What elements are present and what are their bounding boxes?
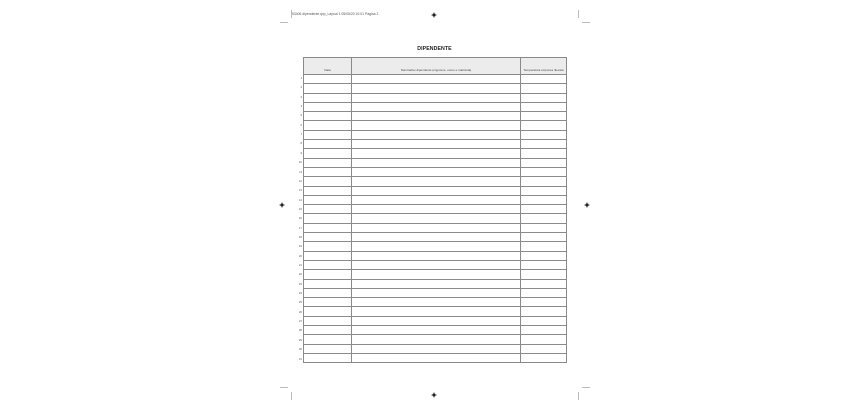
employee-name-cell[interactable] — [352, 279, 521, 288]
temperature-cell[interactable] — [521, 186, 567, 195]
table-row — [304, 223, 567, 232]
table-row — [304, 75, 567, 84]
row-number-label: 20 — [298, 253, 302, 258]
registration-mark-top-icon — [431, 12, 437, 18]
table-row — [304, 233, 567, 242]
employee-name-cell[interactable] — [352, 242, 521, 251]
row-number-label: 29 — [298, 337, 302, 342]
date-cell[interactable] — [304, 167, 352, 176]
temperature-register-table — [303, 57, 567, 363]
date-cell[interactable] — [304, 214, 352, 223]
employee-name-cell[interactable] — [352, 298, 521, 307]
employee-name-cell[interactable] — [352, 251, 521, 260]
temperature-cell[interactable] — [521, 344, 567, 353]
date-cell[interactable] — [304, 326, 352, 335]
table-row — [304, 93, 567, 102]
registration-mark-bottom-icon — [431, 392, 437, 398]
table-row — [304, 353, 567, 362]
employee-name-cell[interactable] — [352, 326, 521, 335]
employee-name-cell[interactable] — [352, 223, 521, 232]
registration-mark-right-icon — [584, 202, 590, 208]
crop-mark-bottom-left-h — [280, 387, 288, 388]
employee-name-cell[interactable] — [352, 186, 521, 195]
column-header-date: Data — [304, 58, 352, 75]
table-row — [304, 149, 567, 158]
crop-mark-top-left-v — [291, 10, 292, 18]
table-row — [304, 307, 567, 316]
table-row — [304, 242, 567, 251]
table-row — [304, 251, 567, 260]
temperature-cell[interactable] — [521, 93, 567, 102]
temperature-cell[interactable] — [521, 195, 567, 204]
date-cell[interactable] — [304, 205, 352, 214]
row-number-label: 13 — [298, 188, 302, 193]
table-row — [304, 84, 567, 93]
row-number-label: 6 — [300, 122, 302, 127]
temperature-cell[interactable] — [521, 270, 567, 279]
employee-name-cell[interactable] — [352, 84, 521, 93]
temperature-cell[interactable] — [521, 158, 567, 167]
employee-name-cell[interactable] — [352, 344, 521, 353]
table-row — [304, 214, 567, 223]
temperature-cell[interactable] — [521, 279, 567, 288]
date-cell[interactable] — [304, 158, 352, 167]
row-number-label: 8 — [300, 141, 302, 146]
row-number-label: 18 — [298, 234, 302, 239]
date-cell[interactable] — [304, 307, 352, 316]
employee-name-cell[interactable] — [352, 75, 521, 84]
row-number-label: 4 — [300, 104, 302, 109]
employee-name-cell[interactable] — [352, 195, 521, 204]
row-number-label: 1 — [300, 76, 302, 80]
date-cell[interactable] — [304, 279, 352, 288]
crop-mark-top-left-h — [280, 22, 288, 23]
row-number-label: 5 — [300, 113, 302, 118]
table-row — [304, 186, 567, 195]
row-number-label: 17 — [298, 225, 302, 230]
table-row — [304, 195, 567, 204]
row-number-label: 3 — [300, 94, 302, 99]
temperature-cell[interactable] — [521, 335, 567, 344]
row-number-label: 12 — [298, 178, 302, 183]
table-row — [304, 112, 567, 121]
table-row — [304, 270, 567, 279]
temperature-cell[interactable] — [521, 75, 567, 84]
temperature-cell[interactable] — [521, 251, 567, 260]
employee-name-cell[interactable] — [352, 205, 521, 214]
employee-name-cell[interactable] — [352, 288, 521, 297]
crop-mark-bottom-right-v — [578, 392, 579, 400]
temperature-cell[interactable] — [521, 307, 567, 316]
row-number-label: 27 — [298, 319, 302, 324]
table-row — [304, 316, 567, 325]
employee-name-cell[interactable] — [352, 167, 521, 176]
row-number-label: 31 — [298, 356, 302, 361]
table-row — [304, 288, 567, 297]
date-cell[interactable] — [304, 102, 352, 111]
employee-name-cell[interactable] — [352, 102, 521, 111]
crop-mark-top-right-v — [578, 10, 579, 18]
row-number-label: 7 — [300, 132, 302, 137]
date-cell[interactable] — [304, 130, 352, 139]
employee-name-cell[interactable] — [352, 130, 521, 139]
column-header-temperature: Temperatura corporea rilevata — [521, 58, 567, 75]
row-number-label: 10 — [298, 160, 302, 165]
print-header-line: 53406 dipendente.qxp_Layout 1 05/05/20 10:01 Pagina 2 — [292, 12, 379, 16]
date-cell[interactable] — [304, 84, 352, 93]
employee-name-cell[interactable] — [352, 214, 521, 223]
temperature-cell[interactable] — [521, 149, 567, 158]
row-number-label: 9 — [300, 150, 302, 155]
employee-name-cell[interactable] — [352, 335, 521, 344]
date-cell[interactable] — [304, 186, 352, 195]
row-number-label: 23 — [298, 281, 302, 286]
employee-name-cell[interactable] — [352, 112, 521, 121]
temperature-cell[interactable] — [521, 102, 567, 111]
date-cell[interactable] — [304, 149, 352, 158]
date-cell[interactable] — [304, 260, 352, 269]
crop-mark-bottom-left-v — [291, 392, 292, 400]
row-number-label: 26 — [298, 309, 302, 314]
employee-name-cell[interactable] — [352, 316, 521, 325]
temperature-cell[interactable] — [521, 140, 567, 149]
row-number-label: 14 — [298, 197, 302, 202]
temperature-cell[interactable] — [521, 233, 567, 242]
employee-name-cell[interactable] — [352, 177, 521, 186]
table-row — [304, 344, 567, 353]
date-cell[interactable] — [304, 112, 352, 121]
temperature-cell[interactable] — [521, 288, 567, 297]
employee-name-cell[interactable] — [352, 149, 521, 158]
table-row — [304, 167, 567, 176]
temperature-cell[interactable] — [521, 316, 567, 325]
temperature-cell[interactable] — [521, 326, 567, 335]
date-cell[interactable] — [304, 223, 352, 232]
employee-name-cell[interactable] — [352, 260, 521, 269]
date-cell[interactable] — [304, 335, 352, 344]
row-number-label: 11 — [299, 169, 302, 174]
date-cell[interactable] — [304, 270, 352, 279]
row-number-label: 30 — [298, 347, 302, 352]
employee-name-cell[interactable] — [352, 140, 521, 149]
row-number-label: 28 — [298, 328, 302, 333]
table-row — [304, 260, 567, 269]
crop-mark-top-right-h — [582, 22, 590, 23]
employee-name-cell[interactable] — [352, 121, 521, 130]
employee-name-cell[interactable] — [352, 93, 521, 102]
employee-name-cell[interactable] — [352, 307, 521, 316]
employee-name-cell[interactable] — [352, 158, 521, 167]
date-cell[interactable] — [304, 195, 352, 204]
temperature-cell[interactable] — [521, 177, 567, 186]
column-header-employee-name: Nominativo dipendente (cognome, nome e matricola) — [352, 58, 521, 75]
temperature-cell[interactable] — [521, 214, 567, 223]
table-row — [304, 326, 567, 335]
temperature-cell[interactable] — [521, 121, 567, 130]
date-cell[interactable] — [304, 75, 352, 84]
employee-name-cell[interactable] — [352, 233, 521, 242]
date-cell[interactable] — [304, 344, 352, 353]
date-cell[interactable] — [304, 93, 352, 102]
table-row — [304, 177, 567, 186]
date-cell[interactable] — [304, 251, 352, 260]
date-cell[interactable] — [304, 353, 352, 362]
employee-name-cell[interactable] — [352, 270, 521, 279]
row-number-label: 19 — [298, 244, 302, 249]
table-row — [304, 121, 567, 130]
page-title: DIPENDENTE — [417, 46, 452, 52]
row-number-label: 24 — [298, 291, 302, 296]
table-row — [304, 158, 567, 167]
row-number-label: 22 — [298, 272, 302, 277]
row-number-label: 21 — [298, 263, 302, 267]
temperature-cell[interactable] — [521, 112, 567, 121]
table-row — [304, 140, 567, 149]
temperature-cell[interactable] — [521, 260, 567, 269]
date-cell[interactable] — [304, 121, 352, 130]
date-cell[interactable] — [304, 177, 352, 186]
date-cell[interactable] — [304, 288, 352, 297]
row-number-label: 16 — [298, 216, 302, 221]
temperature-cell[interactable] — [521, 353, 567, 362]
table-row — [304, 102, 567, 111]
registration-mark-left-icon — [279, 202, 285, 208]
row-number-label: 2 — [300, 85, 302, 90]
date-cell[interactable] — [304, 140, 352, 149]
temperature-cell[interactable] — [521, 298, 567, 307]
table-header-row — [304, 58, 567, 75]
employee-name-cell[interactable] — [352, 353, 521, 362]
temperature-cell[interactable] — [521, 205, 567, 214]
date-cell[interactable] — [304, 316, 352, 325]
date-cell[interactable] — [304, 233, 352, 242]
temperature-cell[interactable] — [521, 84, 567, 93]
row-number-label: 15 — [298, 206, 302, 211]
crop-mark-bottom-right-h — [582, 387, 590, 388]
table-row — [304, 335, 567, 344]
date-cell[interactable] — [304, 298, 352, 307]
table-row — [304, 205, 567, 214]
temperature-cell[interactable] — [521, 242, 567, 251]
date-cell[interactable] — [304, 242, 352, 251]
table-row — [304, 298, 567, 307]
temperature-cell[interactable] — [521, 223, 567, 232]
table-row — [304, 130, 567, 139]
row-number-label: 25 — [298, 300, 302, 305]
table-row — [304, 279, 567, 288]
temperature-cell[interactable] — [521, 130, 567, 139]
temperature-cell[interactable] — [521, 167, 567, 176]
